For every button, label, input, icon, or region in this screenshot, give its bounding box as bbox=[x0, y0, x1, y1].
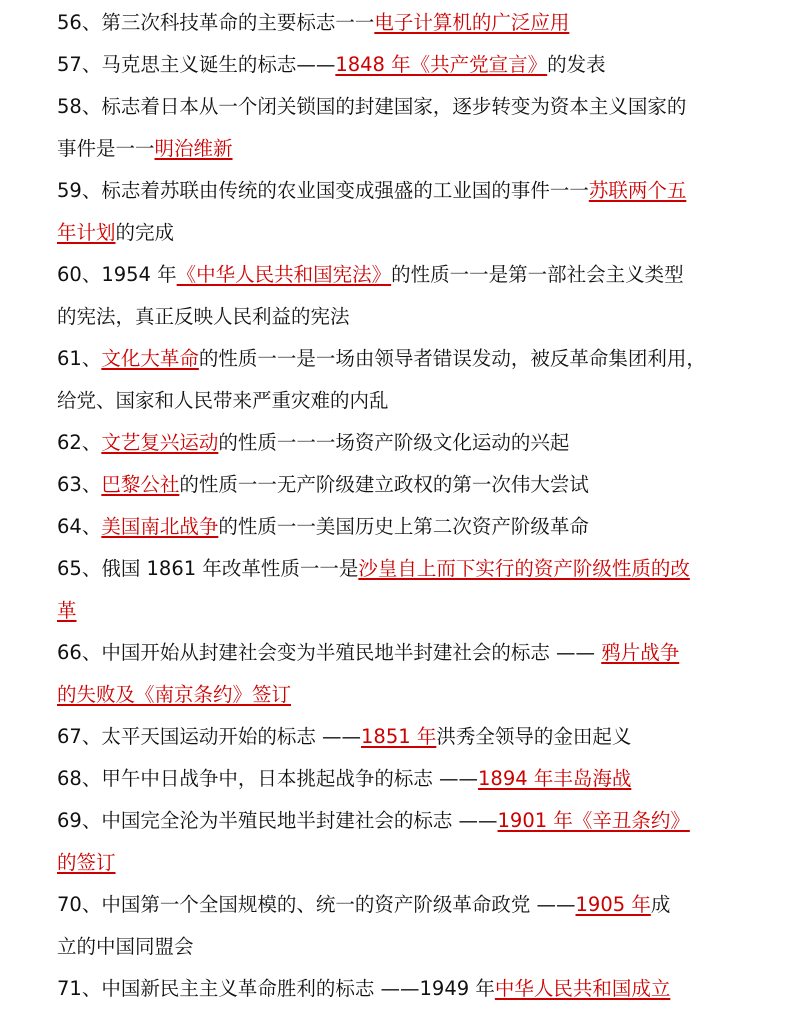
answer-text: 的失败及《南京条约》签订 bbox=[57, 683, 292, 706]
body-text: 68、甲午中日战争中，日本挑起战争的标志 —— bbox=[57, 767, 479, 790]
answer-text: 巴黎公社 bbox=[101, 473, 180, 496]
text-line bbox=[57, 632, 740, 674]
text-line bbox=[57, 506, 740, 548]
answer-text: 1851 年 bbox=[361, 725, 437, 748]
body-text: 的宪法，真正反映人民利益的宪法 bbox=[57, 305, 350, 328]
answer-text: 1894 年丰岛海战 bbox=[478, 767, 632, 790]
list-item bbox=[57, 2, 740, 44]
body-text: 的性质一一美国历史上第二次资产阶级革命 bbox=[218, 515, 589, 538]
body-text: 71、中国新民主主义革命胜利的标志 ——1949 年 bbox=[57, 977, 495, 1000]
answer-text: 电子计算机的广泛应用 bbox=[374, 11, 570, 34]
list-item bbox=[57, 422, 740, 464]
list-item bbox=[57, 632, 740, 716]
answer-text: 《中华人民共和国宪法》 bbox=[176, 263, 392, 286]
body-text: 56、第三次科技革命的主要标志一一 bbox=[57, 11, 375, 34]
body-text: 61、 bbox=[57, 347, 102, 370]
text-line bbox=[57, 296, 740, 338]
body-text: 的性质一一是第一部社会主义类型 bbox=[391, 263, 684, 286]
text-line bbox=[57, 548, 740, 590]
body-text: 的性质一一一场资产阶级文化运动的兴起 bbox=[218, 431, 570, 454]
answer-text: 1901 年《辛丑条约》 bbox=[497, 809, 690, 832]
body-text: 事件是一一 bbox=[57, 137, 155, 160]
body-text: 69、中国完全沦为半殖民地半封建社会的标志 —— bbox=[57, 809, 498, 832]
answer-text: 苏联两个五 bbox=[588, 179, 687, 202]
answer-text: 革 bbox=[57, 599, 77, 622]
list-item bbox=[57, 338, 740, 422]
body-text: 60、1954 年 bbox=[57, 263, 177, 286]
text-line bbox=[57, 170, 740, 212]
text-line bbox=[57, 590, 740, 632]
text-line bbox=[57, 758, 740, 800]
text-line bbox=[57, 2, 740, 44]
list-item bbox=[57, 86, 740, 170]
list-item bbox=[57, 44, 740, 86]
text-line bbox=[57, 86, 740, 128]
body-text: 58、标志着日本从一个闭关锁国的封建国家，逐步转变为资本主义国家的 bbox=[57, 95, 687, 118]
text-line bbox=[57, 422, 740, 464]
body-text: 成 bbox=[650, 893, 671, 916]
body-text: 的发表 bbox=[547, 53, 606, 76]
body-text: 的性质一一无产阶级建立政权的第一次伟大尝试 bbox=[179, 473, 589, 496]
body-text: 64、 bbox=[57, 515, 102, 538]
list-item bbox=[57, 716, 740, 758]
answer-text: 文化大革命 bbox=[101, 347, 199, 370]
answer-text: 中华人民共和国成立 bbox=[494, 977, 671, 1000]
list-item bbox=[57, 254, 740, 338]
body-text: 立的中国同盟会 bbox=[57, 935, 194, 958]
body-text: 洪秀全领导的金田起义 bbox=[436, 725, 632, 748]
answer-text: 沙皇自上而下实行的资产阶级性质的改 bbox=[358, 557, 690, 580]
text-line bbox=[57, 800, 740, 842]
answer-text: 文艺复兴运动 bbox=[101, 431, 219, 454]
body-text: 的性质一一是一场由领导者错误发动，被反革命集团利用， bbox=[198, 347, 706, 370]
text-line bbox=[57, 254, 740, 296]
text-line bbox=[57, 44, 740, 86]
body-text: 57、马克思主义诞生的标志—— bbox=[57, 53, 336, 76]
body-text: 给党、国家和人民带来严重灾难的内乱 bbox=[57, 389, 389, 412]
body-text: 59、标志着苏联由传统的农业国变成强盛的工业国的事件一一 bbox=[57, 179, 589, 202]
answer-text: 美国南北战争 bbox=[101, 515, 219, 538]
body-text: 63、 bbox=[57, 473, 102, 496]
answer-text: 明治维新 bbox=[154, 137, 233, 160]
body-text: 的完成 bbox=[115, 221, 175, 244]
list-item bbox=[57, 968, 740, 1010]
text-line bbox=[57, 212, 740, 254]
text-line bbox=[57, 380, 740, 422]
body-text: 66、中国开始从封建社会变为半殖民地半封建社会的标志 —— bbox=[57, 641, 602, 664]
text-line bbox=[57, 884, 740, 926]
body-text: 62、 bbox=[57, 431, 102, 454]
answer-text: 年计划 bbox=[57, 221, 116, 244]
list-item bbox=[57, 548, 740, 632]
text-line bbox=[57, 464, 740, 506]
answer-text: 1848 年《共产党宣言》 bbox=[335, 53, 548, 76]
text-line bbox=[57, 338, 740, 380]
body-text: 65、俄国 1861 年改革性质一一是 bbox=[57, 557, 359, 580]
text-line bbox=[57, 128, 740, 170]
body-text: 67、太平天国运动开始的标志 —— bbox=[57, 725, 362, 748]
list-item bbox=[57, 758, 740, 800]
list-item bbox=[57, 506, 740, 548]
list-item bbox=[57, 464, 740, 506]
answer-text: 的签订 bbox=[57, 851, 116, 874]
answer-text: 1905 年 bbox=[575, 893, 651, 916]
list-item bbox=[57, 170, 740, 254]
body-text: 70、中国第一个全国规模的、统一的资产阶级革命政党 —— bbox=[57, 893, 576, 916]
answer-text: 鸦片战争 bbox=[601, 641, 680, 664]
text-line bbox=[57, 926, 740, 968]
text-line bbox=[57, 674, 740, 716]
list-item bbox=[57, 884, 740, 968]
text-line bbox=[57, 716, 740, 758]
list-item bbox=[57, 800, 740, 884]
text-line bbox=[57, 968, 740, 1010]
text-line bbox=[57, 842, 740, 884]
